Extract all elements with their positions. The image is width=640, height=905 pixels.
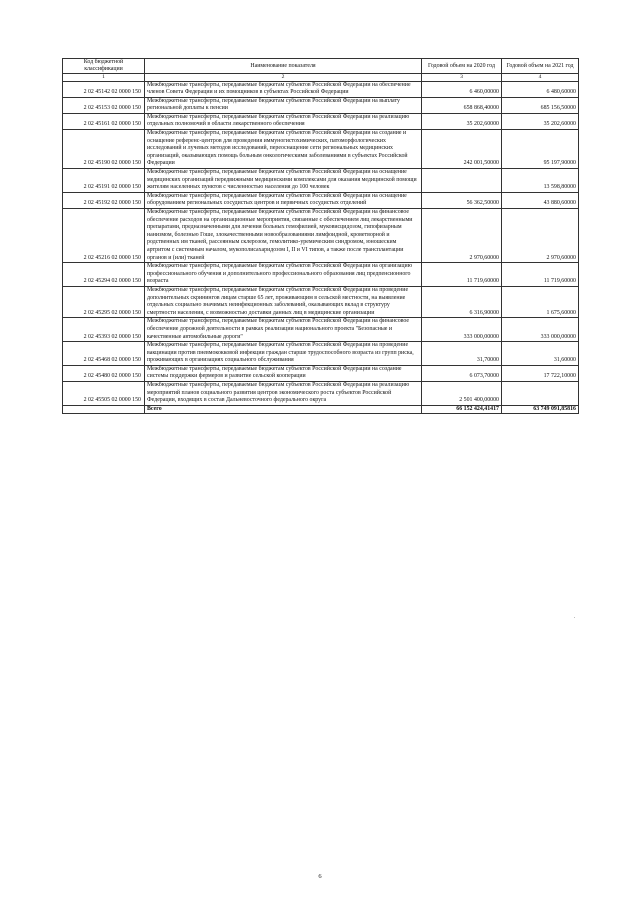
row-2020-cell: 658 868,40000 [422,97,502,113]
table-row [63,382,579,406]
row-code-cell: 2 02 45468 02 0000 150 [63,342,145,366]
table-row [63,97,579,113]
row-code-cell: 2 02 45161 02 0000 150 [63,113,145,129]
row-name-cell: Межбюджетные трансферты, передаваемые бюджетам субъектов Российской Федерации на финансовое обеспечение расходов на организационные мероприятия, связанные с обеспечением лиц лекарственными препаратами, предназначенными для лечения больных гемофилией, муковисцидозом, гипофизарным нанизмом, болезнью Гоше, злокачественными новообразованиями лимфоидной, кроветворной и родственных им тканей, рассеянным склерозом, гемолитико-уремическим синдромом, юношеским артритом с системным началом, мукополисахаридозом I, II и VI типов, а также после трансплантации органов и (или) тканей [145,209,422,263]
row-2021-cell [502,382,579,406]
row-code-cell: 2 02 45216 02 0000 150 [63,209,145,263]
row-code-cell: 2 02 45295 02 0000 150 [63,286,145,317]
table-row [63,209,579,263]
row-name-cell: Межбюджетные трансферты, передаваемые бюджетам субъектов Российской Федерации на проведение вакцинации против пневмококковой инфекции граждан старше трудоспособного возраста из групп риска, проживающих в организациях социального обслуживания [145,342,422,366]
row-2021-cell: 333 000,00000 [502,318,579,342]
row-2020-cell: 31,70000 [422,342,502,366]
table-row [63,263,579,287]
table-total-row [63,405,579,414]
row-2021-cell: 6 480,60000 [502,81,579,97]
row-2021-cell: 31,60000 [502,342,579,366]
row-name-cell: Межбюджетные трансферты, передаваемые бюджетам субъектов Российской Федерации на выплату региональной доплаты к пенсии [145,97,422,113]
row-name-cell: Межбюджетные трансферты, передаваемые бюджетам субъектов Российской Федерации на реализацию мероприятий планов социального развития центров экономического роста субъектов Российской Федерации, входящих в состав Дальневосточного федерального округа [145,382,422,406]
table-body [63,81,579,405]
row-code-cell: 2 02 45192 02 0000 150 [63,192,145,208]
header-2020: Годовой объем на 2020 год [422,59,502,74]
row-name-cell: Межбюджетные трансферты, передаваемые бюджетам субъектов Российской Федерации на реализацию отдельных полномочий в области лекарственного обеспечения [145,113,422,129]
row-name-cell: Межбюджетные трансферты, передаваемые бюджетам субъектов Российской Федерации на обеспечение членов Совета Федерации и их помощников в субъектах Российской Федерации [145,81,422,97]
row-2020-cell: 333 000,00000 [422,318,502,342]
index-cell: 3 [422,74,502,82]
budget-table [62,58,579,414]
header-2021: Годовой объем на 2021 год [502,59,579,74]
row-2020-cell: 2 501 400,00000 [422,382,502,406]
table-row [63,342,579,366]
index-cell: 4 [502,74,579,82]
row-2020-cell: 2 970,60000 [422,209,502,263]
row-2020-cell: 11 719,60000 [422,263,502,287]
page-number: 6 [318,873,322,880]
row-2020-cell: 242 001,50000 [422,130,502,169]
row-name-cell: Межбюджетные трансферты, передаваемые бюджетам субъектов Российской Федерации на оснащение медицинских организаций передвижными медицинскими комплексами для оказания медицинской помощи жителям населенных пунктов с численностью населения до 100 человек [145,169,422,193]
total-2020: 66 152 424,41417 [422,405,502,414]
row-2021-cell: 35 202,60000 [502,113,579,129]
row-code-cell: 2 02 45142 02 0000 150 [63,81,145,97]
row-code-cell: 2 02 45190 02 0000 150 [63,130,145,169]
header-name: Наименование показателя [145,59,422,74]
table-row [63,318,579,342]
row-code-cell: 2 02 45191 02 0000 150 [63,169,145,193]
row-code-cell: 2 02 45294 02 0000 150 [63,263,145,287]
index-cell: 1 [63,74,145,82]
table-row [63,81,579,97]
table-row [63,169,579,193]
total-label: Всего [145,405,422,414]
row-2021-cell: 2 970,60000 [502,209,579,263]
row-2021-cell: 13 598,80000 [502,169,579,193]
row-2020-cell: 6 073,70000 [422,365,502,381]
row-2021-cell: 17 722,10000 [502,365,579,381]
row-2020-cell: 6 460,00000 [422,81,502,97]
total-code-cell [63,405,145,414]
row-name-cell: Межбюджетные трансферты, передаваемые бюджетам субъектов Российской Федерации на организацию профессионального обучения и дополнительного профессионального образования лиц предпенсионного возраста [145,263,422,287]
row-2021-cell: 11 719,60000 [502,263,579,287]
table-header-row [63,59,579,74]
table-index-row [63,74,579,82]
table-row [63,365,579,381]
table-row [63,113,579,129]
row-code-cell: 2 02 45393 02 0000 150 [63,318,145,342]
document-page [62,58,578,414]
row-2021-cell: 1 675,60000 [502,286,579,317]
row-2020-cell [422,169,502,193]
row-name-cell: Межбюджетные трансферты, передаваемые бюджетам субъектов Российской Федерации на проведение дополнительных скринингов лицам старше 65 лет, проживающим в сельской местности, на выявление отдельных социально значимых неинфекционных заболеваний, оказывающих вклад в структуру смертности населения, с возможностью доставки данных лиц в медицинские организации [145,286,422,317]
row-code-cell: 2 02 45480 02 0000 150 [63,365,145,381]
row-2020-cell: 6 316,90000 [422,286,502,317]
row-name-cell: Межбюджетные трансферты, передаваемые бюджетам субъектов Российской Федерации на финансовое обеспечение дорожной деятельности в рамках реализации национального проекта "Безопасные и качественные автомобильные дороги" [145,318,422,342]
table-row [63,192,579,208]
row-code-cell: 2 02 45505 02 0000 150 [63,382,145,406]
index-cell: 2 [145,74,422,82]
table-row [63,286,579,317]
row-name-cell: Межбюджетные трансферты, передаваемые бюджетам субъектов Российской Федерации на создание системы поддержки фермеров и развитие сельской кооперации [145,365,422,381]
row-2021-cell: 95 197,90000 [502,130,579,169]
header-code: Код бюджетной классификации [63,59,145,74]
row-2021-cell: 685 156,50000 [502,97,579,113]
row-code-cell: 2 02 45153 02 0000 150 [63,97,145,113]
table-row [63,130,579,169]
footnote-mark: . [574,615,576,620]
row-name-cell: Межбюджетные трансферты, передаваемые бюджетам субъектов Российской Федерации на оснащение оборудованием региональных сосудистых центров и первичных сосудистых отделений [145,192,422,208]
row-name-cell: Межбюджетные трансферты, передаваемые бюджетам субъектов Российской Федерации на создание и оснащение референс-центров для проведения иммуногистохимических, патоморфологических исследований и лучевых методов исследований, переоснащение сети региональных медицинских организаций, оказывающих помощь больным онкологическими заболеваниями в субъектах Российской Федерации [145,130,422,169]
row-2021-cell: 43 880,60000 [502,192,579,208]
row-2020-cell: 56 362,50000 [422,192,502,208]
total-2021: 63 749 091,85816 [502,405,579,414]
row-2020-cell: 35 202,60000 [422,113,502,129]
